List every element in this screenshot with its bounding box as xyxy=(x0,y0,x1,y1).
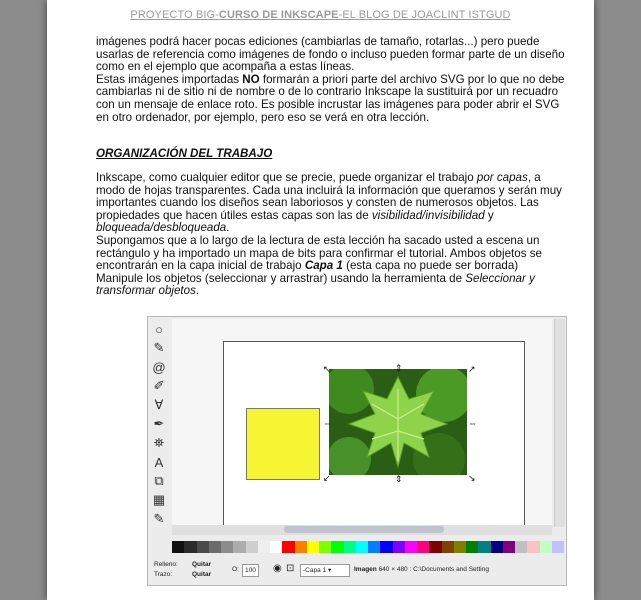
palette-swatch[interactable] xyxy=(233,541,245,553)
palette-swatch[interactable] xyxy=(282,541,294,553)
resize-handle-tl[interactable]: ↖ xyxy=(323,364,331,374)
tool-icon[interactable]: ○ xyxy=(155,321,163,337)
resize-handle-l[interactable]: ⇔ xyxy=(323,418,332,428)
eye-icon[interactable]: ◉ xyxy=(273,563,282,574)
status-bar: Relleno: Quitar Trazo: Quitar O: 100 ◉ ⊡ -Capa 1 ▾ Imagen 640 × 480 : C:\Documents and Setting xyxy=(148,557,566,585)
intro-paragraph: imágenes podrá hacer pocas ediciones (cambiarlas de tamaño, rotarlas...) pero puede usarlas de referencia como imágenes de fondo o incluso pueden formar parte de un diseño como en el ejemplo que acompaña a estas líneas. Estas imágenes importadas NO formarán a priori parte del archivo SVG por lo que no debe cambiarlas ni de sitio ni de nombre o de lo contrario Inkscape la sustituirá por un recuadro con un mensaje de enlace roto. Es posible incrustar las imágenes para poder abrir el SVG en otro ordenador, por ejemplo, pero eso se verá en otra lección. xyxy=(96,35,565,124)
tool-icon[interactable]: ⛯ xyxy=(153,435,165,450)
palette-swatch[interactable] xyxy=(466,541,478,553)
section-title: ORGANIZACIÓN DEL TRABAJO xyxy=(96,147,273,160)
tool-icon[interactable]: ✎ xyxy=(153,511,165,526)
palette-swatch[interactable] xyxy=(172,541,184,553)
palette-swatch[interactable] xyxy=(258,541,270,553)
palette-swatch[interactable] xyxy=(295,541,307,553)
scroll-thumb[interactable] xyxy=(284,526,444,533)
tool-icon[interactable]: ✒ xyxy=(153,416,165,431)
resize-handle-br[interactable]: ↘ xyxy=(468,473,476,483)
palette-swatch[interactable] xyxy=(380,541,392,553)
fill-indicator[interactable]: Quitar xyxy=(192,561,212,568)
horizontal-scrollbar[interactable] xyxy=(172,525,552,535)
palette-swatch[interactable] xyxy=(184,541,196,553)
tool-icon[interactable]: A xyxy=(154,454,164,470)
example-paragraph: Supongamos que a lo largo de la lectura de esta lección ha sacado usted a escena un rectángulo y ha importado un mapa de bits para confirmar el tutorial. Ambos objetos se encontrarán en la capa inicial de trabajo Capa 1 (esta capa no puede ser borrada) Manipule los objetos (seleccionar y arrastrar) usando la herramienta de Seleccionar y transformar objetos. xyxy=(96,234,542,298)
palette-swatch[interactable] xyxy=(540,541,552,553)
layers-paragraph: Inkscape, como cualquier editor que se precie, puede organizar el trabajo por capas, a modo de hojas transparentes. Cada una incluirá la información que queramos y serán muy importantes cuando los diseños sean laboriosos y consten de numerosos objetos. Las propiedades que hacen útiles estas capas son las de visibilidad/invisibilidad y bloqueada/desbloqueada. xyxy=(96,171,562,235)
tool-icon[interactable]: ✎ xyxy=(153,340,165,355)
palette-swatch[interactable] xyxy=(454,541,466,553)
palette-swatch[interactable] xyxy=(491,541,503,553)
palette-swatch[interactable] xyxy=(515,541,527,553)
inkscape-screenshot xyxy=(147,316,567,586)
status-message: Imagen 640 × 480 : C:\Documents and Setting xyxy=(354,566,489,573)
resize-handle-tr[interactable]: ↗ xyxy=(468,364,476,374)
tool-icon[interactable]: ✐ xyxy=(153,378,165,393)
tool-icon[interactable]: ▦ xyxy=(152,492,166,507)
palette-swatch[interactable] xyxy=(331,541,343,553)
palette-swatch[interactable] xyxy=(221,541,233,553)
palette-swatch[interactable] xyxy=(429,541,441,553)
palette-swatch[interactable] xyxy=(209,541,221,553)
tool-icon[interactable]: ⧉ xyxy=(154,473,164,488)
lock-icon[interactable]: ⊡ xyxy=(286,563,295,574)
canvas[interactable] xyxy=(172,319,552,525)
layer-select[interactable]: -Capa 1 ▾ xyxy=(300,564,350,577)
palette-swatch[interactable] xyxy=(197,541,209,553)
tool-icon[interactable]: ∀ xyxy=(154,397,164,412)
resize-handle-bl[interactable]: ↙ xyxy=(323,473,331,483)
tool-icon[interactable]: @ xyxy=(152,359,166,375)
palette-swatch[interactable] xyxy=(527,541,539,553)
yellow-rectangle[interactable] xyxy=(246,408,320,480)
leaf-image[interactable] xyxy=(329,369,467,475)
palette-swatch[interactable] xyxy=(405,541,417,553)
resize-handle-r[interactable]: ⇔ xyxy=(468,418,477,428)
page-header[interactable]: PROYECTO BIG-CURSO DE INKSCAPE-EL BLOG DE JOACLINT ISTGUD xyxy=(130,9,511,21)
resize-handle-b[interactable]: ⇕ xyxy=(395,474,403,484)
resize-handle-t[interactable]: ⇕ xyxy=(395,363,403,373)
palette-swatch[interactable] xyxy=(344,541,356,553)
palette-swatch[interactable] xyxy=(246,541,258,553)
palette-swatch[interactable] xyxy=(356,541,368,553)
opacity-field[interactable]: 100 xyxy=(242,564,259,577)
chevron-down-icon: ▾ xyxy=(327,567,332,574)
toolbox xyxy=(148,317,170,539)
palette-swatch[interactable] xyxy=(368,541,380,553)
palette-swatch[interactable] xyxy=(319,541,331,553)
palette-swatch[interactable] xyxy=(552,541,564,553)
color-palette xyxy=(172,541,564,553)
palette-swatch[interactable] xyxy=(442,541,454,553)
palette-swatch[interactable] xyxy=(503,541,515,553)
palette-swatch[interactable] xyxy=(307,541,319,553)
palette-swatch[interactable] xyxy=(417,541,429,553)
stroke-indicator[interactable]: Quitar xyxy=(192,571,212,578)
palette-swatch[interactable] xyxy=(270,541,282,553)
palette-swatch[interactable] xyxy=(393,541,405,553)
document-page xyxy=(47,0,594,600)
palette-swatch[interactable] xyxy=(478,541,490,553)
vertical-scrollbar[interactable] xyxy=(554,319,565,527)
